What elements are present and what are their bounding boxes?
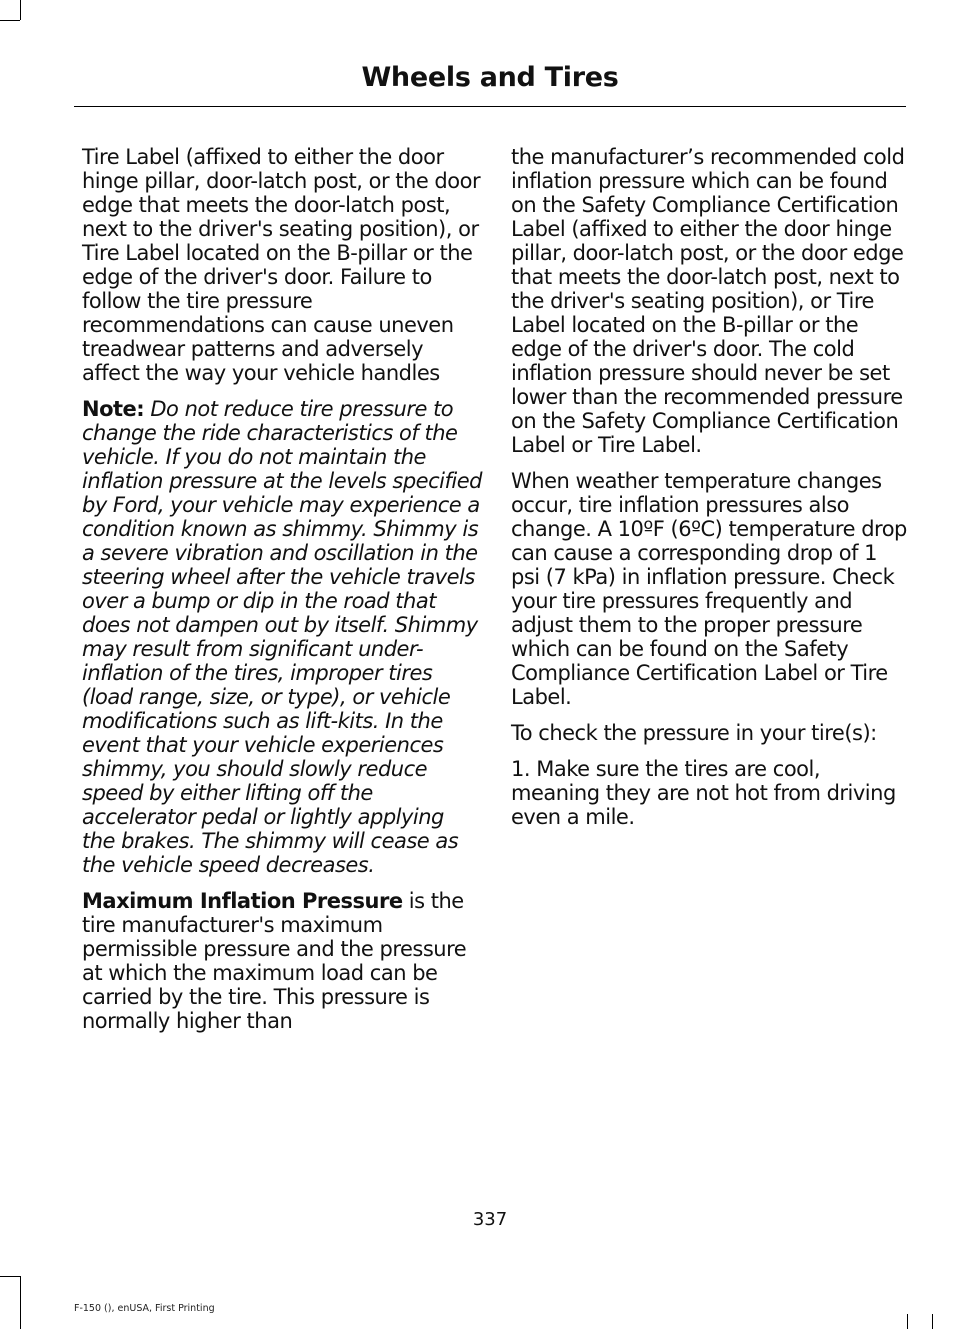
max-inflation-text: is the tire manufacturer's maximum permissible pressure and the pressure at which the maximum load can be carried by the tire. This pressure is normally higher than — [82, 889, 467, 1033]
crop-mark-bottom-left-horizontal — [0, 1276, 20, 1277]
header-divider — [74, 106, 906, 107]
tire-label-paragraph: Tire Label (affixed to either the door hinge pillar, door-latch post, or the door edge that meets the door-latch post, next to the driver's seating position), or Tire Label located on the B-pillar or the edge of the driver's door. Failure to follow the tire pressure recommendations can cause uneven treadwear patterns and adversely affect the way your vehicle handles — [82, 145, 481, 385]
left-column — [82, 145, 482, 1045]
crop-mark-bottom-right-right — [932, 1314, 933, 1329]
note-label: Note: — [82, 397, 145, 421]
max-inflation-label: Maximum Inflation Pressure — [82, 889, 403, 913]
crop-mark-top-left-vertical — [20, 0, 21, 20]
note-text: Do not reduce tire pressure to change the ride characteristics of the vehicle. If you do not maintain the inflation pressure at the levels specified by Ford, your vehicle may experience a condition known as shimmy. Shimmy is a severe vibration and oscillation in the steering wheel after the vehicle travels over a bump or dip in the road that does not dampen out by itself. Shimmy may result from significant under-inflation of the tires, improper tires (load range, size, or type), or vehicle modifications such as lift-kits. In the event that your vehicle experiences shimmy, you should slowly reduce speed by either lifting off the accelerator pedal or lightly applying the brakes. The shimmy will cease as the vehicle speed decreases. — [82, 397, 482, 877]
right-column — [511, 145, 911, 841]
step-1: 1. Make sure the tires are cool, meaning they are not hot from driving even a mile. — [511, 757, 896, 829]
crop-mark-bottom-right-left — [907, 1314, 908, 1329]
check-pressure-intro: To check the pressure in your tire(s): — [511, 721, 877, 745]
footer-text: F-150 (), enUSA, First Printing — [74, 1303, 215, 1314]
crop-mark-bottom-left-vertical — [20, 1276, 21, 1329]
temperature-paragraph: When weather temperature changes occur, tire inflation pressures also change. A 10ºF (6ºC) temperature drop can cause a corresponding drop of 1 psi (7 kPa) in inflation pressure. Check your tire pressures frequently and adjust them to the proper pressure which can be found on the Safety Compliance Certification Label or Tire Label. — [511, 469, 907, 709]
recommended-pressure-paragraph: the manufacturer’s recommended cold inflation pressure which can be found on the Safety Compliance Certification Label (affixed to either the door hinge pillar, door-latch post, or the door edge that meets the door-latch post, next to the driver's seating position), or Tire Label located on the B-pillar or the edge of the driver's door. The cold inflation pressure should never be set lower than the recommended pressure on the Safety Compliance Certification Label or Tire Label. — [511, 145, 905, 457]
note-paragraph — [82, 397, 482, 877]
max-inflation-paragraph — [82, 889, 482, 1033]
page-title: Wheels and Tires — [361, 62, 619, 93]
page-number: 337 — [472, 1209, 508, 1230]
crop-mark-top-left-horizontal — [0, 20, 20, 21]
